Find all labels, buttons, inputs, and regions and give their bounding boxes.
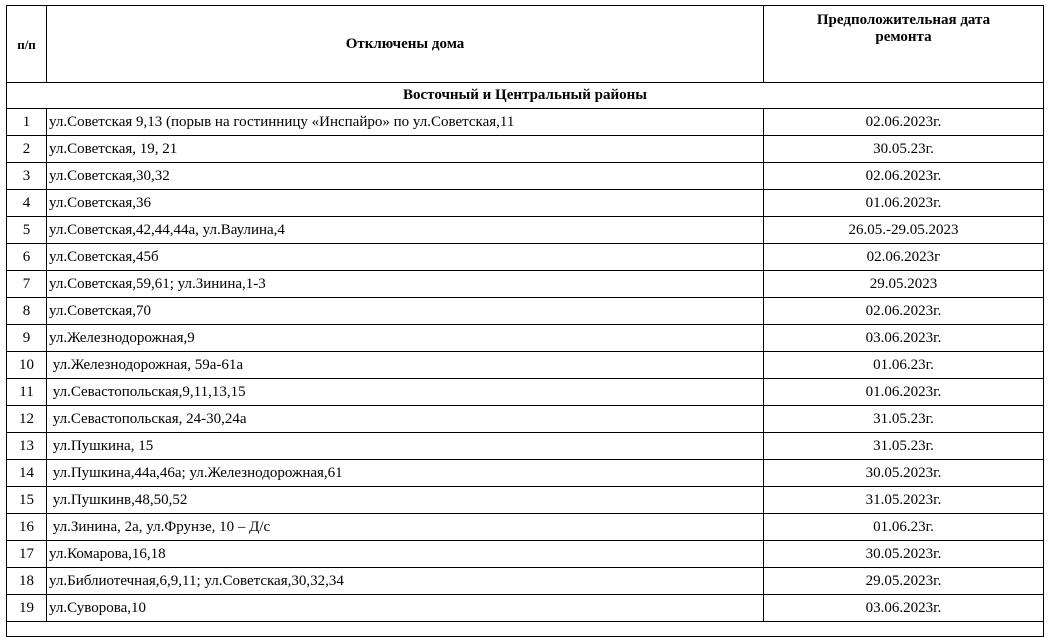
header-date-line1: Предположительная дата [816, 12, 991, 28]
row-date: 02.06.2023г [764, 244, 1044, 271]
row-houses: ул.Советская,36 [47, 190, 764, 217]
table-row [7, 163, 1044, 190]
table-row [7, 271, 1044, 298]
row-date: 30.05.23г. [764, 136, 1044, 163]
row-houses: ул.Комарова,16,18 [47, 541, 764, 568]
table-row [7, 298, 1044, 325]
table-row [7, 514, 1044, 541]
row-date: 01.06.23г. [764, 514, 1044, 541]
row-date: 31.05.23г. [764, 433, 1044, 460]
row-number: 8 [7, 298, 47, 325]
row-houses: ул.Севастопольская, 24-30,24а [47, 406, 764, 433]
row-date: 30.05.2023г. [764, 541, 1044, 568]
row-number: 1 [7, 109, 47, 136]
row-number: 6 [7, 244, 47, 271]
table-row [7, 136, 1044, 163]
row-number: 10 [7, 352, 47, 379]
row-number: 11 [7, 379, 47, 406]
outage-table [6, 5, 1044, 637]
row-houses: ул.Советская,42,44,44а, ул.Ваулина,4 [47, 217, 764, 244]
table-row [7, 460, 1044, 487]
table-row [7, 406, 1044, 433]
table-row [7, 595, 1044, 622]
row-date: 02.06.2023г. [764, 109, 1044, 136]
row-number: 14 [7, 460, 47, 487]
table-row [7, 568, 1044, 595]
row-date: 01.06.23г. [764, 352, 1044, 379]
row-houses: ул.Пушкина,44а,46а; ул.Железнодорожная,61 [47, 460, 764, 487]
row-houses: ул.Советская,30,32 [47, 163, 764, 190]
empty-cell [7, 622, 1044, 637]
row-number: 18 [7, 568, 47, 595]
header-houses: Отключены дома [47, 6, 764, 83]
row-houses: ул.Суворова,10 [47, 595, 764, 622]
row-houses: ул.Зинина, 2а, ул.Фрунзе, 10 – Д/с [47, 514, 764, 541]
row-number: 15 [7, 487, 47, 514]
row-number: 17 [7, 541, 47, 568]
table-body [7, 83, 1044, 637]
header-date [764, 6, 1044, 83]
row-houses: ул.Железнодорожная, 59а-61а [47, 352, 764, 379]
row-date: 31.05.2023г. [764, 487, 1044, 514]
row-houses: ул.Железнодорожная,9 [47, 325, 764, 352]
table-row [7, 352, 1044, 379]
row-number: 12 [7, 406, 47, 433]
table-row [7, 487, 1044, 514]
row-number: 3 [7, 163, 47, 190]
row-date: 01.06.2023г. [764, 190, 1044, 217]
table-row [7, 244, 1044, 271]
row-date: 01.06.2023г. [764, 379, 1044, 406]
table-row [7, 433, 1044, 460]
header-num: п/п [7, 6, 47, 83]
row-number: 16 [7, 514, 47, 541]
row-number: 13 [7, 433, 47, 460]
row-date: 02.06.2023г. [764, 163, 1044, 190]
row-date: 30.05.2023г. [764, 460, 1044, 487]
row-houses: ул.Пушкина, 15 [47, 433, 764, 460]
row-number: 7 [7, 271, 47, 298]
row-number: 5 [7, 217, 47, 244]
table-row [7, 217, 1044, 244]
row-houses: ул.Севастопольская,9,11,13,15 [47, 379, 764, 406]
row-houses: ул.Советская,70 [47, 298, 764, 325]
table-row [7, 109, 1044, 136]
row-date: 02.06.2023г. [764, 298, 1044, 325]
row-date: 31.05.23г. [764, 406, 1044, 433]
row-number: 4 [7, 190, 47, 217]
section-row [7, 83, 1044, 109]
section-title: Восточный и Центральный районы [7, 83, 1044, 109]
row-date: 26.05.-29.05.2023 [764, 217, 1044, 244]
table-row [7, 325, 1044, 352]
row-houses: ул.Советская, 19, 21 [47, 136, 764, 163]
row-houses: ул.Пушкинв,48,50,52 [47, 487, 764, 514]
row-date: 03.06.2023г. [764, 325, 1044, 352]
row-houses: ул.Советская 9,13 (порыв на гостинницу «Инспайро» по ул.Советская,11 [47, 109, 764, 136]
header-row [7, 6, 1044, 83]
row-houses: ул.Советская,59,61; ул.Зинина,1-3 [47, 271, 764, 298]
table-row [7, 379, 1044, 406]
row-date: 29.05.2023 [764, 271, 1044, 298]
row-number: 19 [7, 595, 47, 622]
table-row [7, 541, 1044, 568]
header-date-line2: ремонта [875, 29, 932, 45]
table-row-empty [7, 622, 1044, 637]
row-date: 29.05.2023г. [764, 568, 1044, 595]
row-date: 03.06.2023г. [764, 595, 1044, 622]
table-row [7, 190, 1044, 217]
row-houses: ул.Библиотечная,6,9,11; ул.Советская,30,32,34 [47, 568, 764, 595]
row-number: 2 [7, 136, 47, 163]
row-number: 9 [7, 325, 47, 352]
row-houses: ул.Советская,45б [47, 244, 764, 271]
